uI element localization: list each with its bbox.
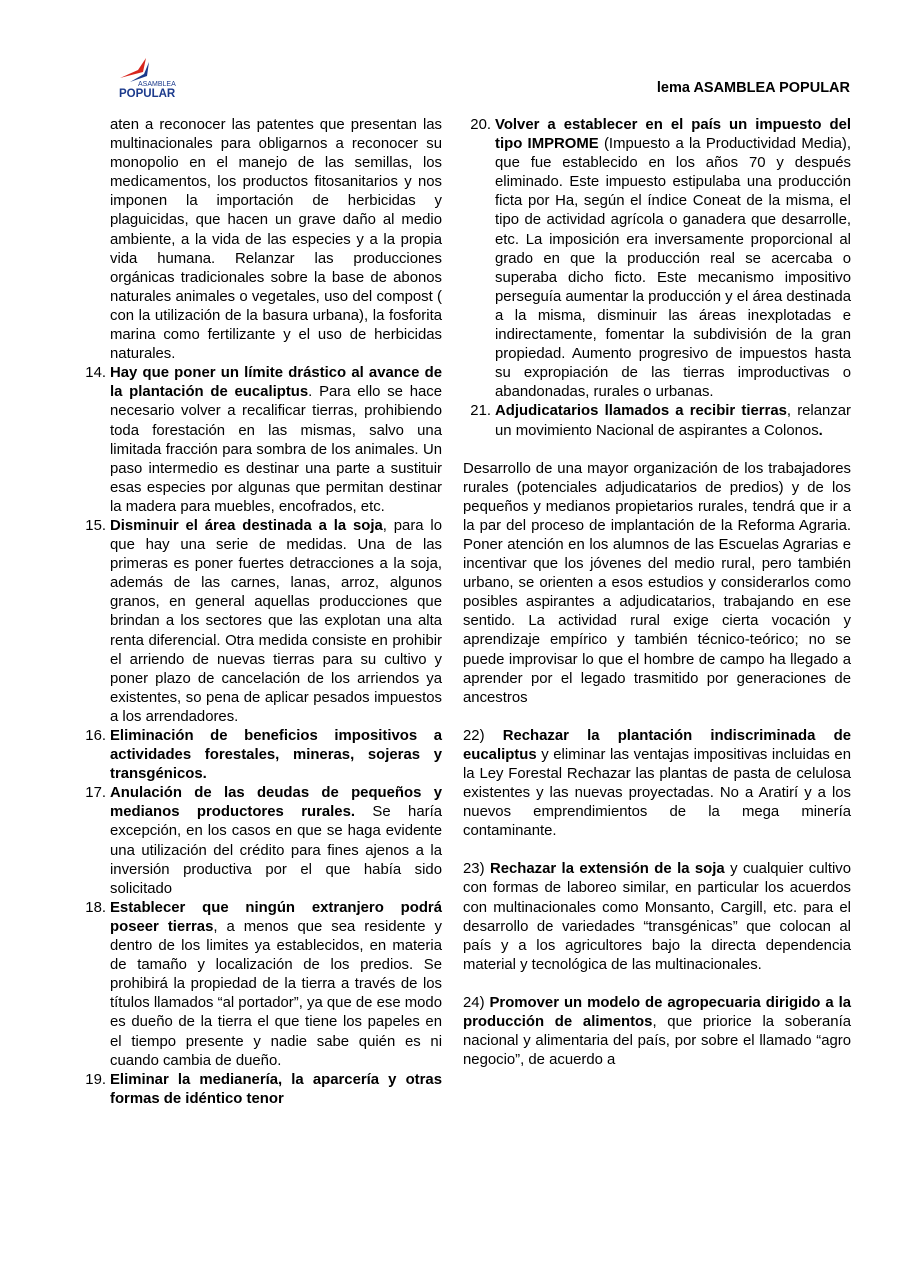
- paragraph-number: 24): [463, 994, 485, 1011]
- list-item-19: [78, 1071, 442, 1109]
- paragraph-number: 22): [463, 727, 485, 744]
- item-heading: Eliminar la medianería, la aparcería y otras formas de idéntico tenor: [110, 1071, 442, 1107]
- item-text: . Para ello se hace necesario volver a recalificar tierras, prohibiendo toda forestación en las mismas, salvo una limitada fracción para sombra de los animales. Un paso intermedio es destinar una parte a sustituir esas especies por algunas que permitan destinar la madera para muebles, encofrados, etc.: [110, 384, 442, 515]
- list-item-18: [78, 899, 442, 1071]
- item-heading: Adjudicatarios llamados a recibir tierras: [495, 403, 787, 420]
- item-heading: Anulación de las deudas de pequeños y medianos productores rurales.: [110, 785, 442, 821]
- item-number: 14.: [85, 365, 106, 382]
- item-text: (Impuesto a la Productividad Media), que fue establecido en los años 70 y después eliminado. Este impuesto estipulaba una producción ficta por Ha, según el índice Coneat de la misma, el tipo de actividad agrícola o ganadera que desarrolle, etc. La imposición era inversamente proporcional al grado en que la producción real se acercaba o superaba dicho ficto. Este mecanismo impositivo perseguía aumentar la producción y el área destinada a la misma, disminuir las áreas inexplotadas e indirectamente, fomentar la subdivisión de la gran propiedad. Aumento progresivo de impuestos hasta su expropiación de las tierras improductivas o abandonadas, rurales o urbanas.: [495, 136, 851, 401]
- item-heading: Establecer que ningún extranjero podrá poseer tierras: [110, 899, 442, 935]
- paragraph-heading: Promover un modelo de agropecuaria dirigido a la producción de alimentos: [463, 994, 851, 1031]
- paragraph-text: y cualquier cultivo con formas de laboreo similar, en particular los acuerdos con multinacionales como Monsanto, Cargill, etc. para el desarrollo de variedades “transgénicas” que colocan al país y a los agricultores bajo la directa dependencia material y tecnológica de las multinacionales.: [463, 861, 851, 973]
- numbered-paragraph-22: [463, 727, 851, 842]
- list-item-17: [78, 784, 442, 899]
- right-column: [463, 116, 851, 1070]
- numbered-paragraph-23: [463, 860, 851, 975]
- item-number: 17.: [85, 785, 106, 802]
- item-text: , relanzar un movimiento Nacional de aspirantes a Colonos: [495, 403, 851, 439]
- paragraph-number: 23): [463, 861, 485, 878]
- item-text: , para lo que hay una serie de medidas. Una de las primeras es poner fuertes detracciones a la soja, además de las carnes, lanas, arroz, algunos granos, en general aquellas producciones que brindan a los sectores que las explotan una alta renta diferencial. Otra medida consiste en prohibir el arriendo de nuevas tierras para su cultivo y poner plazo de cancelación de los arriendos ya existentes, so pena de aplicar pesados impuestos a los arrendadores.: [110, 517, 442, 725]
- asamblea-popular-logo: [116, 56, 178, 100]
- item-number: 15.: [85, 517, 106, 534]
- paragraph-heading: Rechazar la extensión de la soja: [489, 861, 725, 878]
- continuation-paragraph: aten a reconocer las patentes que presentan las multinacionales para obligarnos a reconocer su monopolio en el manejo de las semillas, los medicamentos, los productos fitosanitarios y nos imponen la importación de herbicidas y plaguicidas, que hacen un grave daño al medio ambiente, a la vida de las especies y a la propia vida humana. Relanzar las producciones orgánicas tradicionales sobre la base de abonos naturales animales o vegetales, uso del compost ( con la utilización de la basura urbana), la fosforita marina como fertilizante y el uso de herbicidas naturales.: [110, 117, 442, 363]
- item-number: 21.: [470, 403, 491, 420]
- list-item-15: [78, 517, 442, 727]
- item-heading: Volver a establecer en el país un impuesto del tipo IMPROME: [495, 117, 851, 153]
- body-paragraph: Desarrollo de una mayor organización de los trabajadores rurales (potenciales adjudicatarios de predios) y de los pequeños y medianos propietarios rurales, tendrá que ir a la par del proceso de implantación de la Reforma Agraria. Poner atención en los alumnos de las Escuelas Agrarias e incentivar que los jóvenes del medio rural, pero también urbano, se orienten a esos estudios y considerarlos como posibles aspirantes a adjudicatarios, trabajando en ese sentido. La actividad rural exige cierta vocación y aprendizaje empírico y también técnico-teórico; no se puede improvisar lo que el hombre de campo ha llegado a aprender por el legado trasmitido por generaciones de ancestros: [463, 460, 851, 706]
- item-heading: Hay que poner un límite drástico al avance de la plantación de eucaliptus: [110, 365, 442, 401]
- item-number: 20.: [470, 117, 491, 133]
- list-item-16: [78, 727, 442, 784]
- item-number: 18.: [85, 899, 106, 916]
- list-item-20: [463, 116, 851, 402]
- item-text: Se haría excepción, en los casos en que se haga evidente una utilización del crédito para fines ajenos a la inversión productiva por el que había sido solicitado: [110, 804, 442, 897]
- list-item-21: [463, 402, 851, 440]
- numbered-paragraph-24: [463, 994, 851, 1070]
- item-number: 16.: [85, 728, 106, 744]
- item-number: 19.: [85, 1071, 106, 1088]
- item-heading: Disminuir el área destinada a la soja: [110, 517, 383, 534]
- left-column: [78, 116, 442, 1109]
- paragraph-text: , que priorice la soberanía nacional y alimentaria del país, por sobre el llamado “agro negocio”, de acuerdo a: [463, 1014, 851, 1069]
- paragraph-heading: Rechazar la plantación indiscriminada de eucaliptus: [463, 727, 851, 763]
- item-trailing-period: .: [818, 422, 823, 439]
- list-item-14: [78, 364, 442, 517]
- paragraph-text: y eliminar las ventajas impositivas incluidas en la Ley Forestal Rechazar las plantas de pasta de celulosa existentes y las nuevas proyectadas. No a Aratirí y a los nuevos emprendimientos de la mega minería contaminante.: [463, 746, 851, 840]
- logo-text-asamblea: ASAMBLEA: [138, 81, 176, 88]
- logo-text-popular: POPULAR: [119, 88, 176, 100]
- item-text: , a menos que sea residente y dentro de los limites ya establecidos, en materia de tamaño y localización de los predios. Se prohibirá la propiedad de la tierra a través de los títulos llamados “al portador”, ya que de ese modo es dueño de la tierra el que tiene los papeles en el tiempo presente y nadie sabe quién es ni cuando cambia de dueño.: [110, 918, 442, 1069]
- page-header-title: lema ASAMBLEA POPULAR: [656, 80, 850, 96]
- item-heading: Eliminación de beneficios impositivos a actividades forestales, mineras, sojeras y transgénicos.: [110, 728, 442, 783]
